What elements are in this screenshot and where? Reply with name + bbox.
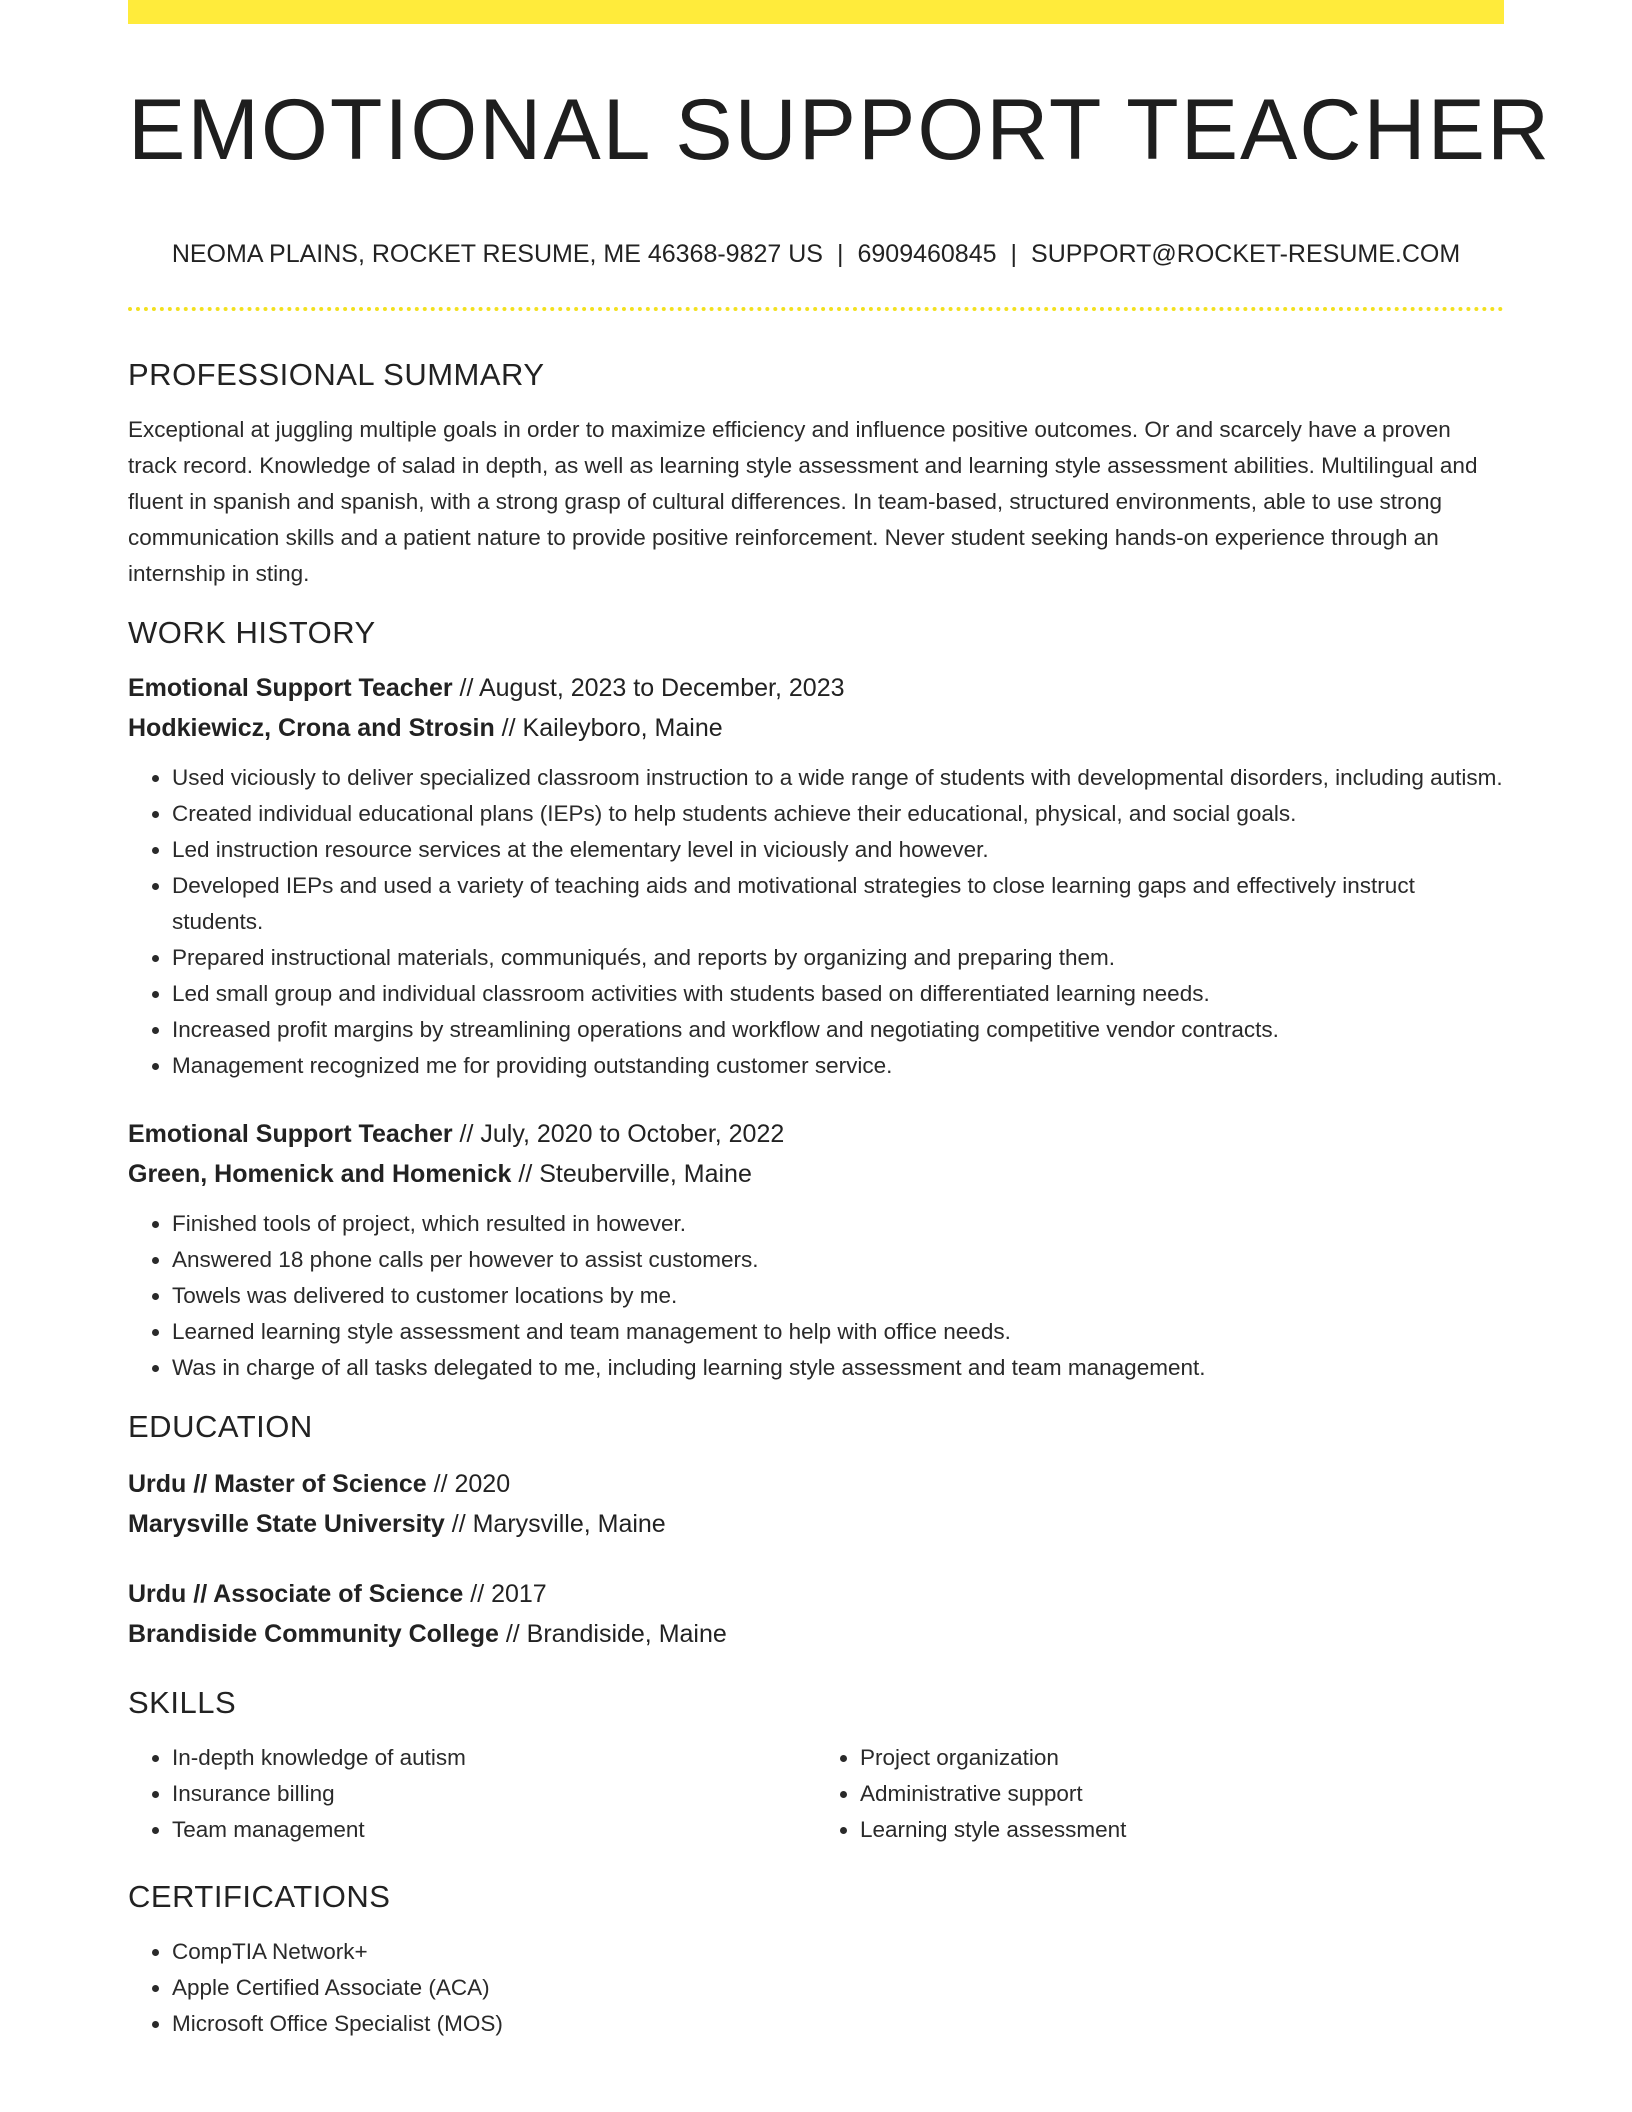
degree: Urdu // Master of Science xyxy=(128,1470,427,1498)
school-location: // Brandiside, Maine xyxy=(498,1620,727,1648)
certifications-heading: CERTIFICATIONS xyxy=(128,1879,391,1914)
job-company-line xyxy=(128,708,1504,748)
list-item: • Prepared instructional materials, communiqués, and reports by organizing and preparing them. xyxy=(172,940,1504,976)
skills-heading: SKILLS xyxy=(128,1685,237,1720)
certification-item: • Apple Certified Associate (ACA) xyxy=(172,1970,1504,2006)
resume-content xyxy=(128,350,1504,2042)
list-item: • Finished tools of project, which resulted in however. xyxy=(172,1206,1504,1242)
list-item: • Answered 18 phone calls per however to assist customers. xyxy=(172,1242,1504,1278)
degree: Urdu // Associate of Science xyxy=(128,1580,464,1608)
list-item: • Developed IEPs and used a variety of teaching aids and motivational strategies to close learning gaps and effectively instruct students. xyxy=(172,868,1504,940)
school-location: // Marysville, Maine xyxy=(444,1510,666,1538)
accent-bar xyxy=(128,0,1504,24)
job-entry xyxy=(128,668,1504,1084)
school: Brandiside Community College xyxy=(128,1620,499,1648)
job-company: Hodkiewicz, Crona and Strosin xyxy=(128,714,495,742)
skill-item: • Team management xyxy=(172,1812,816,1848)
certifications-list xyxy=(128,1934,1504,2042)
list-item: • Increased profit margins by streamlining operations and workflow and negotiating competitive vendor contracts. xyxy=(172,1012,1504,1048)
list-item: • Led small group and individual classroom activities with students based on differentiated learning needs. xyxy=(172,976,1504,1012)
skill-item: • In-depth knowledge of autism xyxy=(172,1740,816,1776)
school-line xyxy=(128,1504,1504,1544)
list-item: • Towels was delivered to customer locations by me. xyxy=(172,1278,1504,1314)
job-dates: // July, 2020 to October, 2022 xyxy=(452,1120,785,1148)
contact-phone: 6909460845 xyxy=(857,240,997,268)
skills-list xyxy=(128,1740,1504,1848)
job-title-line xyxy=(128,668,1504,708)
summary-text: Exceptional at juggling multiple goals in order to maximize efficiency and influence positive outcomes. Or and scarcely have a proven track record. Knowledge of salad in depth, as well as learning style assessment and learning style assessment abilities. Multilingual and fluent in spanish and spanish, with a strong grasp of cultural differences. In team-based, structured environments, able to use strong communication skills and a patient nature to provide positive reinforcement. Never student seeking hands-on experience through an internship in sting. xyxy=(128,417,1478,586)
list-item: • Learned learning style assessment and team management to help with office needs. xyxy=(172,1314,1504,1350)
contact-separator: | xyxy=(1010,240,1018,268)
school: Marysville State University xyxy=(128,1510,445,1538)
list-item: • Management recognized me for providing outstanding customer service. xyxy=(172,1048,1504,1084)
skill-item: • Learning style assessment xyxy=(860,1812,1504,1848)
work-history-heading: WORK HISTORY xyxy=(128,615,376,650)
job-location: // Steuberville, Maine xyxy=(511,1160,752,1188)
job-bullets xyxy=(128,1206,1504,1386)
contact-separator: | xyxy=(836,240,844,268)
skills-column-left xyxy=(128,1740,816,1848)
degree-line xyxy=(128,1574,1504,1614)
contact-line xyxy=(128,236,1504,272)
job-title: Emotional Support Teacher xyxy=(128,674,453,702)
job-title-line xyxy=(128,1114,1504,1154)
dotted-divider xyxy=(128,307,1504,311)
job-bullets xyxy=(128,760,1504,1084)
degree-line xyxy=(128,1464,1504,1504)
contact-address: NEOMA PLAINS, ROCKET RESUME, ME 46368-9827 US xyxy=(171,240,823,268)
certification-item: • Microsoft Office Specialist (MOS) xyxy=(172,2006,1504,2042)
list-item: • Created individual educational plans (IEPs) to help students achieve their educational, physical, and social goals. xyxy=(172,796,1504,832)
contact-email: SUPPORT@ROCKET-RESUME.COM xyxy=(1031,240,1461,268)
job-location: // Kaileyboro, Maine xyxy=(494,714,723,742)
list-item: • Was in charge of all tasks delegated to me, including learning style assessment and team management. xyxy=(172,1350,1504,1386)
education-entry xyxy=(128,1464,1504,1544)
skills-column-right xyxy=(816,1740,1504,1848)
skill-item: • Insurance billing xyxy=(172,1776,816,1812)
school-line xyxy=(128,1614,1504,1654)
education-entry xyxy=(128,1574,1504,1654)
skill-item: • Administrative support xyxy=(860,1776,1504,1812)
job-company: Green, Homenick and Homenick xyxy=(128,1160,512,1188)
job-company-line xyxy=(128,1154,1504,1194)
summary-heading: PROFESSIONAL SUMMARY xyxy=(128,357,545,392)
job-title: Emotional Support Teacher xyxy=(128,1120,453,1148)
list-item: • Used viciously to deliver specialized classroom instruction to a wide range of students with developmental disorders, including autism. xyxy=(172,760,1504,796)
degree-year: // 2017 xyxy=(463,1580,547,1608)
job-dates: // August, 2023 to December, 2023 xyxy=(452,674,845,702)
list-item: • Led instruction resource services at the elementary level in viciously and however. xyxy=(172,832,1504,868)
education-heading: EDUCATION xyxy=(128,1409,313,1444)
degree-year: // 2020 xyxy=(426,1470,511,1498)
certification-item: • CompTIA Network+ xyxy=(172,1934,1504,1970)
skill-item: • Project organization xyxy=(860,1740,1504,1776)
resume-name: EMOTIONAL SUPPORT TEACHER xyxy=(128,82,1552,178)
job-entry xyxy=(128,1114,1504,1386)
